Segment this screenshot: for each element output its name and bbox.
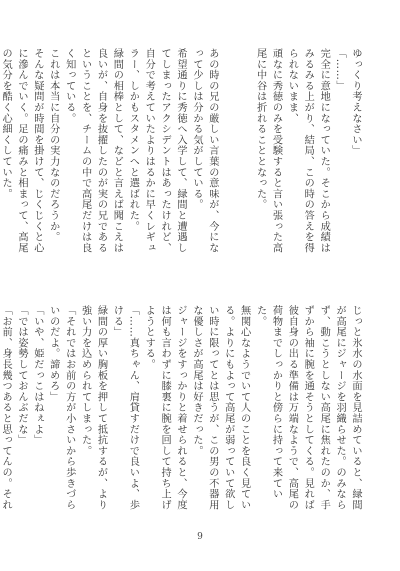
blank-line: [236, 48, 252, 263]
text-line: これは本当に自分の実力なのだろうか。: [47, 48, 59, 243]
text-line: 希望通りに秀徳へ入学して、緑間と遭遇してしまったアクシデントはあったけれど、自分で考えていたよりはるかに早くレギュラー、しかもスタメンへと選ばれた。: [127, 48, 187, 254]
text-line: そんな疑問が時間を掛けて、じくじくと心に滲んでいく。足の痛みと相まって、高尾の気分を酷く心細くしていた。: [0, 48, 43, 254]
blank-line: [220, 48, 236, 263]
text-line: じっと氷水の水面を見詰めていると、緑間が高尾にジャージを羽織らせた。のみならず、動こうとしない高尾に焦れたのか、手ずから袖に腕を通そうとしてくる。見れば彼自身の出る準備は万端なようで、高尾の荷物までしっかりと傍らに持って来ていた。: [254, 305, 361, 511]
text-line: 「それではお前の方が小さいから歩きづらいのだよ。諦めろ」: [47, 305, 75, 511]
text-line: 頑なに秀徳のみを受験すると言い張った高尾に中谷は折れることとなった。: [254, 48, 282, 254]
upper-text-block: [0, 48, 363, 263]
text-line: 「お前、身長幾つあると思ってんの。それ: [0, 305, 12, 511]
text-line: あの時の兄の厳しい言葉の意味が、今になって少しは分かる気がしている。: [190, 48, 218, 254]
text-line: 無関心なようでいて人のことを良く見ている。よりにもよって高尾が弱っていて欲しい時に限ってとは思うが、この男の不器用な優しさが高尾は好きだった。: [190, 305, 250, 511]
text-line: 「いや、姫だっこはねぇよ」: [31, 305, 43, 446]
text-line: 「では姿勢しておんぶだな」: [15, 305, 27, 446]
text-line: 完全に意地になっていた。そこから成績はみるみる上がり、結局、この時の答えを得られないまま、: [286, 48, 330, 254]
text-line: 「……真ちゃん、肩貸すだけで良いよ、歩ける」: [111, 305, 139, 511]
text-line: ジャージをすっかりと着せられると、今度は何も言わずに膝裏に腕を回して持ち上げようとする。: [143, 305, 187, 511]
text-line: 「……」: [334, 48, 346, 92]
page-number: 9: [197, 532, 203, 542]
text-line: 緑間の厚い胸板を押して抵抗するが、より強い力を込められてしまった。: [79, 305, 107, 511]
lower-text-block: [0, 305, 363, 520]
text-line: ゆっくり考えなさい」: [350, 48, 361, 156]
text-line: 緑間の相棒として、などと言えば聞こえは良いが、自身を抜擢したのが実の兄であるということを、チームの中で高尾だけは良く知っている。: [63, 48, 123, 254]
